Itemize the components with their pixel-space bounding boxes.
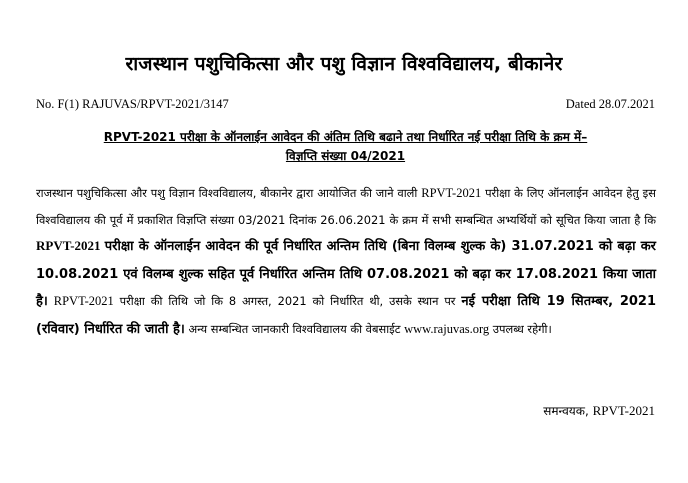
signature-block bbox=[543, 402, 655, 419]
signature-program: RPVT-2021 bbox=[592, 403, 655, 418]
subject-line-1: RPVT-2021 परीक्षा के ऑनलाईन आवेदन की अंतिम तिथि बढाने तथा निर्धारित नई परीक्षा तिथि के क्रम में– bbox=[103, 130, 588, 144]
body-segment-2: RPVT-2021 bbox=[421, 186, 482, 200]
body-segment-3: परीक्षा के लिए ऑनलाईन आवेदन हेतु इस विश्वविद्यालय की पूर्व में प्रकाशित विज्ञप्ति संख्या 03/2021 दिनांक 26.06.2021 के क्रम में सभी सम्बन्धित अभ्यर्थियों को सूचित किया जाता है कि bbox=[36, 186, 656, 227]
body-segment-5: परीक्षा के ऑनलाईन आवेदन की पूर्व निर्धारित अन्तिम तिथि (बिना विलम्ब शुल्क के) 31.07.2021 को बढ़ा कर 10.08.2021 एवं विलम्ब शुल्क सहित पूर्व निर्धारित अन्तिम तिथि 07.08.2021 को बढ़ा कर 17.08.2021 किया जाता है। bbox=[36, 239, 656, 309]
website-link[interactable]: www.rajuvas.org bbox=[404, 321, 490, 336]
subject-line-2: विज्ञप्ति संख्या 04/2021 bbox=[285, 149, 406, 163]
body-segment-8: नई परीक्षा तिथि 19 सितम्बर, 2021 (रविवार) निर्धारित की जाती है। bbox=[36, 294, 657, 337]
university-title: राजस्थान पशुचिकित्सा और पशु विज्ञान विश्वविद्यालय, बीकानेर bbox=[125, 53, 563, 75]
body-segment-1: राजस्थान पशुचिकित्सा और पशु विज्ञान विश्वविद्यालय, बीकानेर द्वारा आयोजित की जाने वाली bbox=[36, 186, 418, 200]
body-segment-11: उपलब्ध रहेगी। bbox=[492, 321, 552, 336]
notice-subject bbox=[36, 128, 655, 166]
body-segment-7: परीक्षा की तिथि जो कि 8 अगस्त, 2021 को निर्धारित थी, उसके स्थान पर bbox=[119, 294, 456, 308]
body-segment-9: अन्य सम्बन्धित जानकारी विश्वविद्यालय की वेबसाईट bbox=[188, 321, 401, 336]
notice-date: Dated 28.07.2021 bbox=[565, 97, 655, 111]
reference-number: No. F(1) RAJUVAS/RPVT-2021/3147 bbox=[36, 97, 229, 111]
body-segment-6: RPVT-2021 bbox=[53, 294, 114, 308]
reference-line bbox=[36, 97, 655, 112]
body-segment-4: RPVT-2021 bbox=[36, 238, 101, 253]
notice-body bbox=[36, 180, 656, 343]
signature-designation: समन्वयक, bbox=[543, 404, 589, 418]
